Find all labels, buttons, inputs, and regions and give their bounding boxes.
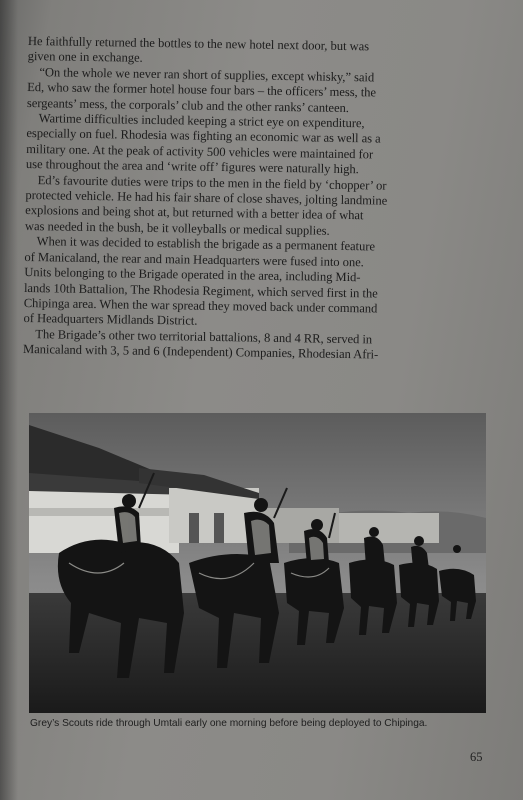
text-line: use throughout the area and ‘write off’ figures were naturally high. — [25, 157, 359, 177]
paragraph-4 — [25, 173, 476, 242]
text-line: was needed in the bush, be it volleyballs or medical supplies. — [24, 218, 330, 238]
text-line: He faithfully returned the bottles to the new hotel next door, but was — [27, 34, 370, 54]
text-line: protected vehicle. He had his fair share of close shaves, jolting landmine — [25, 188, 388, 208]
text-line: of Manicaland, the rear and main Headquarters were fused into one. — [24, 249, 364, 269]
paragraph-6 — [23, 327, 473, 365]
paragraph-5 — [23, 234, 474, 333]
text-line: sergeants’ mess, the corporals’ club and the other ranks’ canteen. — [26, 95, 350, 115]
text-line: Ed, who saw the former hotel house four bars – the officers’ mess, the — [27, 80, 377, 100]
page-number: 65 — [470, 750, 483, 764]
body-text — [23, 34, 478, 365]
text-line: “On the whole we never ran short of supplies, except whisky,” said — [39, 64, 375, 85]
paragraph-3 — [26, 111, 477, 180]
text-line: Manicaland with 3, 5 and 6 (Independent) Companies, Rhodesian Afri- — [22, 342, 379, 362]
text-line: The Brigade’s other two territorial battalions, 8 and 4 RR, served in — [35, 326, 373, 347]
text-line: given one in exchange. — [27, 49, 143, 66]
text-line: Units belonging to the Brigade operated in the area, including Mid- — [24, 265, 361, 285]
photo-caption: Grey’s Scouts ride through Umtali early one morning before being deployed to Chipinga. — [30, 718, 428, 729]
text-line: When it was decided to establish the brigade as a permanent feature — [36, 234, 376, 254]
text-line: lands 10th Battalion, The Rhodesia Regiment, which served first in the — [23, 280, 378, 301]
paragraph-2 — [27, 65, 478, 118]
text-line: Ed’s favourite duties were trips to the men in the field by ‘chopper’ or — [37, 172, 387, 193]
text-line: military one. At the peak of activity 500 vehicles were maintained for — [26, 141, 374, 162]
text-line: especially on fuel. Rhodesia was fighting an economic war as well as a — [26, 126, 381, 146]
page-edge-shadow — [0, 0, 18, 800]
text-line: of Headquarters Midlands District. — [23, 311, 198, 329]
photograph-mounted-patrol — [29, 413, 486, 713]
text-line: Wartime difficulties included keeping a strict eye on expenditure, — [38, 111, 365, 131]
text-line: explosions and being shot at, but returned with a better idea of what — [25, 203, 364, 223]
text-line: Chipinga area. When the war spread they moved back under command — [23, 295, 378, 316]
